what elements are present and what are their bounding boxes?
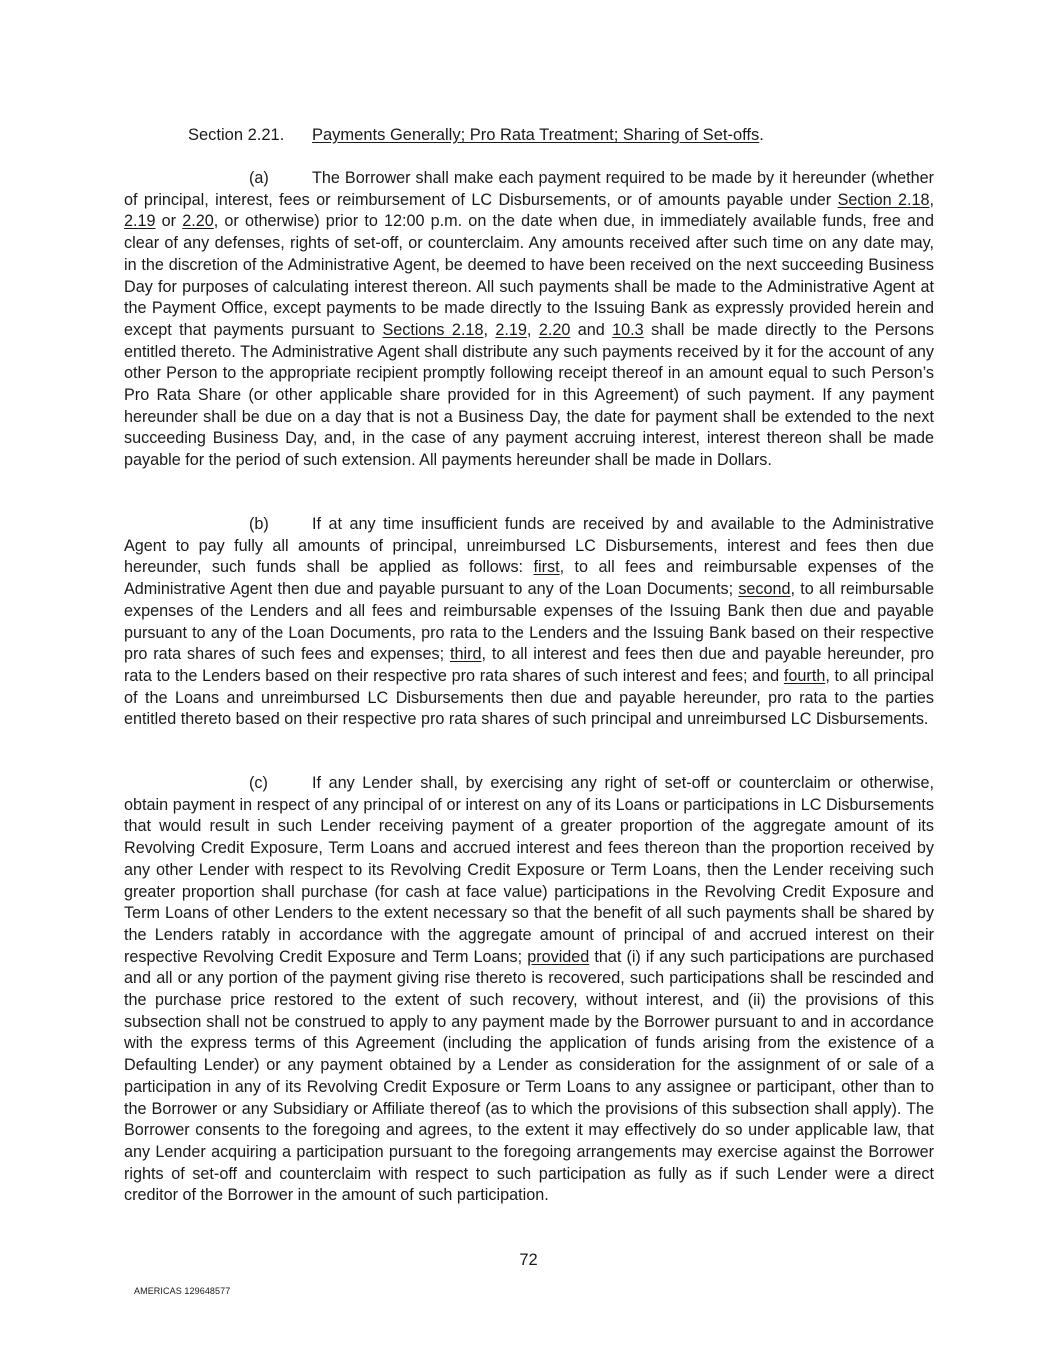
paragraph-a [124,168,934,472]
paragraph-text: or [155,212,183,231]
paragraph-label: (a) [249,169,269,187]
paragraph-text: If at any time insufficient funds are received by and available to the Administrative Agent to pay fully all amounts of principal, unreimbursed LC Disbursements, interest and fees then due hereunder, such funds shall be applied as follows: [124,515,934,577]
paragraph-text: that (i) if any such participations are purchased and all or any portion of the payment giving rise thereto is recovered, such participations shall be rescinded and the purchase price restored to the extent of such recovery, without interest, and (ii) the provisions of this subsection shall not be construed to apply to any payment made by the Borrower pursuant to and in accordance with the express terms of this Agreement (including the application of funds arising from the existence of a Defaulting Lender) or any payment obtained by a Lender as consideration for the assignment of or sale of a participation in any of its Revolving Credit Exposure or Term Loans to any assignee or participant, other than to the Borrower or any Subsidiary or Affiliate thereof (as to which the provisions of this subsection shall apply). The Borrower consents to the foregoing and agrees, to the extent it may effectively do so under applicable law, that any Lender acquiring a participation pursuant to the foregoing arrangements may exercise against the Borrower rights of set-off and counterclaim with respect to such participation as fully as if such Lender were a direct creditor of the Borrower in the amount of such participation. [124,947,934,1205]
underlined-term: provided [527,947,590,966]
paragraph-text: The Borrower shall make each payment required to be made by it hereunder (whether of principal, interest, fees or reimbursement of LC Disbursements, or of amounts payable under [124,169,934,209]
page-number: 72 [519,1251,538,1269]
section-number: Section 2.21. [188,126,285,144]
paragraph-text: , [929,190,935,209]
section-title-period: . [759,126,764,144]
section-heading [188,125,764,145]
paragraph-text: , [483,320,496,339]
section-reference: Section 2.18 [837,190,930,209]
paragraph-text: , to all principal of the Loans and unreimbursed LC Disbursements then due and payable hereunder, pro rata to the parties entitled thereto based on their respective pro rata shares of such principal and unreimbursed LC Disbursements. [124,666,934,729]
paragraph-label: (b) [249,515,269,533]
section-reference: 2.20 [182,212,214,231]
section-reference: 2.19 [124,212,156,231]
underlined-term: fourth [783,666,826,685]
underlined-term: first [533,558,560,577]
paragraph-text: , or otherwise) prior to 12:00 p.m. on the date when due, in immediately available funds, free and clear of any defenses, rights of set-off, or counterclaim. Any amounts received after such time on any date may, in the discretion of the Administrative Agent, be deemed to have been received on the next succeeding Business Day for purposes of calculating interest thereon. All such payments shall be made to the Administrative Agent at the Payment Office, except payments to be made directly to the Issuing Bank as expressly provided herein and except that payments pursuant to [124,212,934,339]
document-id: AMERICAS 129648577 [134,1286,231,1296]
underlined-term: third [449,645,482,664]
paragraph-label: (c) [249,774,268,792]
paragraph-text: and [570,320,613,339]
paragraph-text: , [526,320,539,339]
section-reference: 2.19 [495,320,527,339]
underlined-term: second [738,580,791,599]
paragraph-c [124,773,934,1207]
paragraph-text: If any Lender shall, by exercising any right of set-off or counterclaim or otherwise, obtain payment in respect of any principal of or interest on any of its Loans or participations in LC Disbursements that would result in such Lender receiving payment of a greater proportion of the aggregate amount of its Revolving Credit Exposure, Term Loans and accrued interest and fees thereon than the proportion received by any other Lender with respect to its Revolving Credit Exposure or Term Loans, then the Lender receiving such greater proportion shall purchase (for cash at face value) participations in the Revolving Credit Exposure and Term Loans of other Lenders to the extent necessary so that the benefit of all such payments shall be shared by the Lenders ratably in accordance with the aggregate amount of principal of and accrued interest on their respective Revolving Credit Exposure and Term Loans; [124,774,934,966]
paragraph-text: , to all reimbursable expenses of the Lenders and all fees and reimbursable expenses of the Issuing Bank then due and payable pursuant to any of the Loan Documents, pro rata to the Lenders and the Issuing Bank based on their respective pro rata shares of such fees and expenses; [124,580,934,664]
section-reference: Sections 2.18 [382,320,484,339]
section-reference: 10.3 [612,320,644,339]
paragraph-b [124,514,934,731]
paragraph-text: , to all interest and fees then due and payable hereunder, pro rata to the Lenders based on their respective pro rata shares of such interest and fees; and [124,645,934,685]
section-title: Payments Generally; Pro Rata Treatment; Sharing of Set-offs [312,126,760,144]
paragraph-text: , to all fees and reimbursable expenses of the Administrative Agent then due and payable pursuant to any of the Loan Documents; [124,558,934,599]
section-reference: 2.20 [538,320,571,339]
paragraph-text: shall be made directly to the Persons entitled thereto. The Administrative Agent shall distribute any such payments received by it for the account of any other Person to the appropriate recipient promptly following receipt thereof in an amount equal to such Person’s Pro Rata Share (or other applicable share provided for in this Agreement) of such payment. If any payment hereunder shall be due on a day that is not a Business Day, the date for payment shall be extended to the next succeeding Business Day, and, in the case of any payment accruing interest, interest thereon shall be made payable for the period of such extension. All payments hereunder shall be made in Dollars. [124,320,935,470]
